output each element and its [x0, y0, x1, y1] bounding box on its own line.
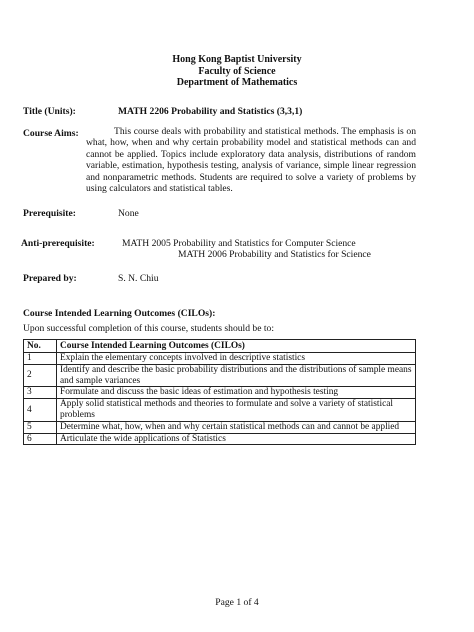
prepared-by-value: S. N. Chiu — [118, 273, 159, 284]
table-header-row — [24, 340, 416, 353]
course-title: MATH 2206 Probability and Statistics (3,3,1) — [118, 106, 303, 117]
cilo-text: Articulate the wide applications of Statistics — [57, 433, 416, 445]
column-header-outcome: Course Intended Learning Outcomes (CILOs) — [57, 340, 416, 353]
table-row — [24, 433, 416, 445]
cilo-text: Determine what, how, when and why certain statistical methods can and cannot be applied — [57, 421, 416, 433]
document-header — [0, 54, 474, 89]
cilo-number: 4 — [24, 399, 57, 422]
anti-prerequisite-label: Anti-prerequisite: — [21, 238, 95, 249]
anti-prerequisite-item: MATH 2005 Probability and Statistics for Computer Science — [122, 238, 356, 249]
cilo-text: Formulate and discuss the basic ideas of estimation and hypothesis testing — [57, 387, 416, 399]
prerequisite-value: None — [118, 208, 139, 219]
table-row — [24, 353, 416, 365]
course-aims-label: Course Aims: — [23, 128, 79, 139]
cilo-table — [23, 339, 416, 445]
cilo-text: Apply solid statistical methods and theories to formulate and solve a variety of statistical problems — [57, 399, 416, 422]
page-number: Page 1 of 4 — [215, 597, 259, 608]
table-row — [24, 421, 416, 433]
column-header-no: No. — [24, 340, 57, 353]
table-row — [24, 364, 416, 387]
university-name: Hong Kong Baptist University — [172, 54, 302, 65]
prerequisite-label: Prerequisite: — [23, 208, 76, 219]
title-label: Title (Units): — [23, 106, 76, 117]
table-row — [24, 399, 416, 422]
cilo-number: 3 — [24, 387, 57, 399]
department-name: Department of Mathematics — [176, 77, 298, 88]
cilo-number: 5 — [24, 421, 57, 433]
anti-prerequisite-item: MATH 2006 Probability and Statistics for Science — [178, 249, 371, 260]
course-aims-text: This course deals with probability and statistical methods. The emphasis is on what, how, when and why certain probability model and statistical methods can and cannot be applied. Topics include exploratory data analysis, distributions of random variable, estimation, hypothesis testing, analysis of variance, simple linear regression and nonparametric methods. Students are required to solve a variety of problems by using calculators and statistical tables. — [86, 126, 416, 195]
cilo-number: 2 — [24, 364, 57, 387]
cilo-number: 6 — [24, 433, 57, 445]
prepared-by-label: Prepared by: — [23, 273, 77, 284]
cilo-number: 1 — [24, 353, 57, 365]
faculty-name: Faculty of Science — [198, 65, 276, 77]
cilo-text: Explain the elementary concepts involved in descriptive statistics — [57, 353, 416, 365]
cilo-text: Identify and describe the basic probability distributions and the distributions of sample means and sample variances — [57, 364, 416, 387]
cilo-heading: Course Intended Learning Outcomes (CILOs): — [23, 308, 216, 319]
cilo-intro: Upon successful completion of this course, students should be to: — [23, 323, 275, 334]
table-row — [24, 387, 416, 399]
